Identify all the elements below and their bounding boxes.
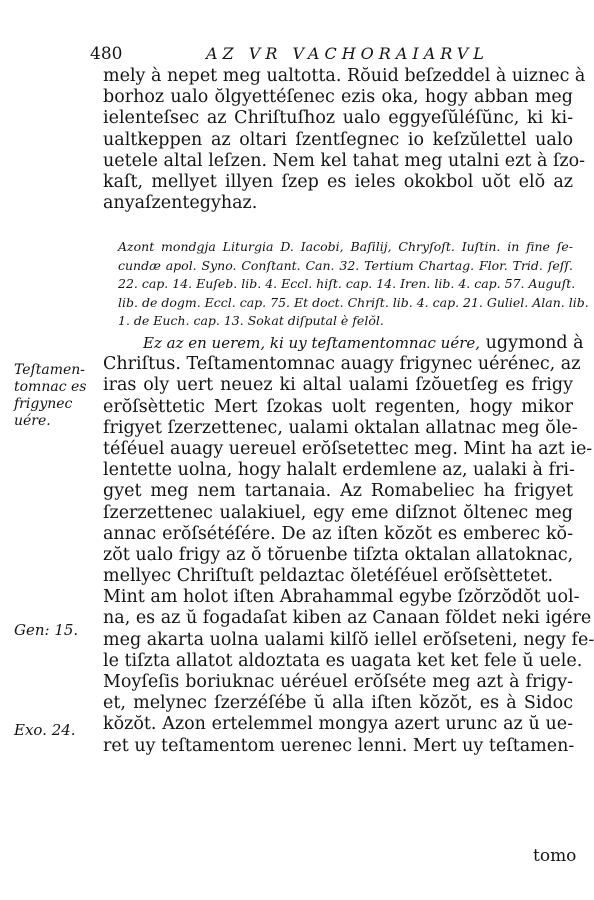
margin-note-line: uére. (14, 413, 51, 429)
lead-rest: ugymond à (480, 333, 584, 353)
text-line: iras oly uert neuez ki altal ualami ſzŏuetſeg es frigy (103, 375, 573, 396)
text-line-lead (103, 333, 584, 354)
text-line: lentette uolna, hogy halalt erdemlene az, ualaki à fri- (103, 460, 575, 481)
text-line: ret uy teſtamentom uerenec lenni. Mert uy teſtamen- (103, 735, 575, 756)
text-line: mely à nepet meg ualtotta. Rŏuid beſzeddel à uiznec à (103, 66, 586, 86)
citation-line: 22. cap. 14. Euſeb. lib. 4. Eccl. hiſt. cap. 14. Iren. lib. 4. cap. 57. Auguſt. (118, 276, 576, 291)
text-line: et, melynec ſzerzéſébe ŭ alla iſten kŏzŏt, es à Sidoc (103, 693, 573, 714)
text-line: Mint am holot iſten Abrahammal egybe ſzŏrzŏdŏt uol- (103, 587, 580, 608)
running-head: AZ VR VACHORAIARVL (206, 44, 489, 63)
margin-note-line: Teſtamen- (14, 362, 85, 378)
catchword: tomo (533, 846, 577, 866)
margin-note-line: tomnac es (14, 379, 87, 395)
text-line: na, es az ŭ fogadaſat kiben az Canaan fŏldet neki igére (103, 608, 592, 629)
citation-line: 1. de Euch. cap. 13. Sokat diſputal è felŏl. (118, 313, 384, 328)
margin-note-genesis: Gen: 15. (14, 621, 79, 639)
text-line: téſéuel auagy uereuel erŏſsetettec meg. Mint ha azt ie- (103, 438, 593, 459)
text-line: kŏzŏt. Azon ertelemmel mongya azert urunc az ŭ ue- (103, 714, 573, 735)
text-line: annac erŏſsétéſére. De az iſten kŏzŏt es emberec kŏ- (103, 523, 573, 544)
scripture-quote: Ez az en uerem, ki uy teſtamentomnac uére, (143, 334, 481, 352)
text-line: erŏſsèttetic Mert ſzokas uolt regenten, hogy mikor (103, 396, 573, 417)
text-line: ielenteſsec az Chriſtuſhoz ualo eggyeſŭléſŭnc, ki ki- (103, 108, 573, 129)
text-line: zŏt ualo frigy az ŏ tŏruenbe tiſzta oktalan allatoknac, (103, 544, 574, 565)
page-header (90, 44, 580, 68)
text-line: Chriſtus. Teſtamentomnac auagy frigynec uérénec, az (103, 354, 581, 375)
paragraph-2 (103, 333, 594, 757)
margin-note-exodus: Exo. 24. (14, 721, 76, 739)
text-line: Moyſeſis boriuknac uéréuel erŏſséte meg azt à frigy- (103, 672, 573, 692)
citation-line: cundæ apol. Syno. Conſtant. Can. 32. Tertium Chartag. Flor. Trid. ſeſſ. (118, 257, 573, 273)
text-line: borhoz ualo ŏlgyettéſenec ezis oka, hogy abban meg (103, 87, 573, 108)
citation-line: Azont mondgja Liturgia D. Iacobi, Baſilij, Chryſoſt. Iuſtin. in fine ſe- (118, 239, 573, 254)
page-number: 480 (90, 44, 123, 64)
paragraph-1 (103, 66, 586, 214)
text-line: ualtkeppen az oltari ſzentſegnec io keſzŭlettel ualo (103, 129, 573, 150)
margin-note-testament (14, 362, 86, 430)
text-line: mellyec Chriſtuſt peldaztac ŏletéſéuel erŏſsèttetet. (103, 566, 554, 587)
text-line: meg akarta uolna ualami kilſŏ iellel erŏſseteni, negy fe- (103, 629, 594, 650)
citation-block (118, 238, 589, 331)
text-line: anyaſzentegyhaz. (103, 193, 258, 214)
text-line: gyet meg nem tartanaia. Az Romabeliec ha frigyet (103, 481, 573, 502)
text-line: kaſt, mellyet illyen ſzep es ieles okokbol uŏt elŏ az (103, 171, 573, 192)
citation-line: lib. de dogm. Eccl. cap. 75. Et doct. Chriſt. lib. 4. cap. 21. Guliel. Alan. lib. (118, 294, 589, 310)
text-line: le tiſzta allatot aldoztata es uagata ket ket fele ŭ uele. (103, 650, 583, 671)
margin-note-line: frigynec (14, 396, 73, 412)
text-line: ſzerzettenec ualakiuel, egy eme diſznot ŏltenec meg (103, 502, 573, 523)
text-line: frigyet ſzerzettenec, ualami oktalan allatnac meg ŏle- (103, 417, 578, 438)
text-line: uetele altal leſzen. Nem kel tahat meg utalni ezt à ſzo- (103, 150, 586, 171)
